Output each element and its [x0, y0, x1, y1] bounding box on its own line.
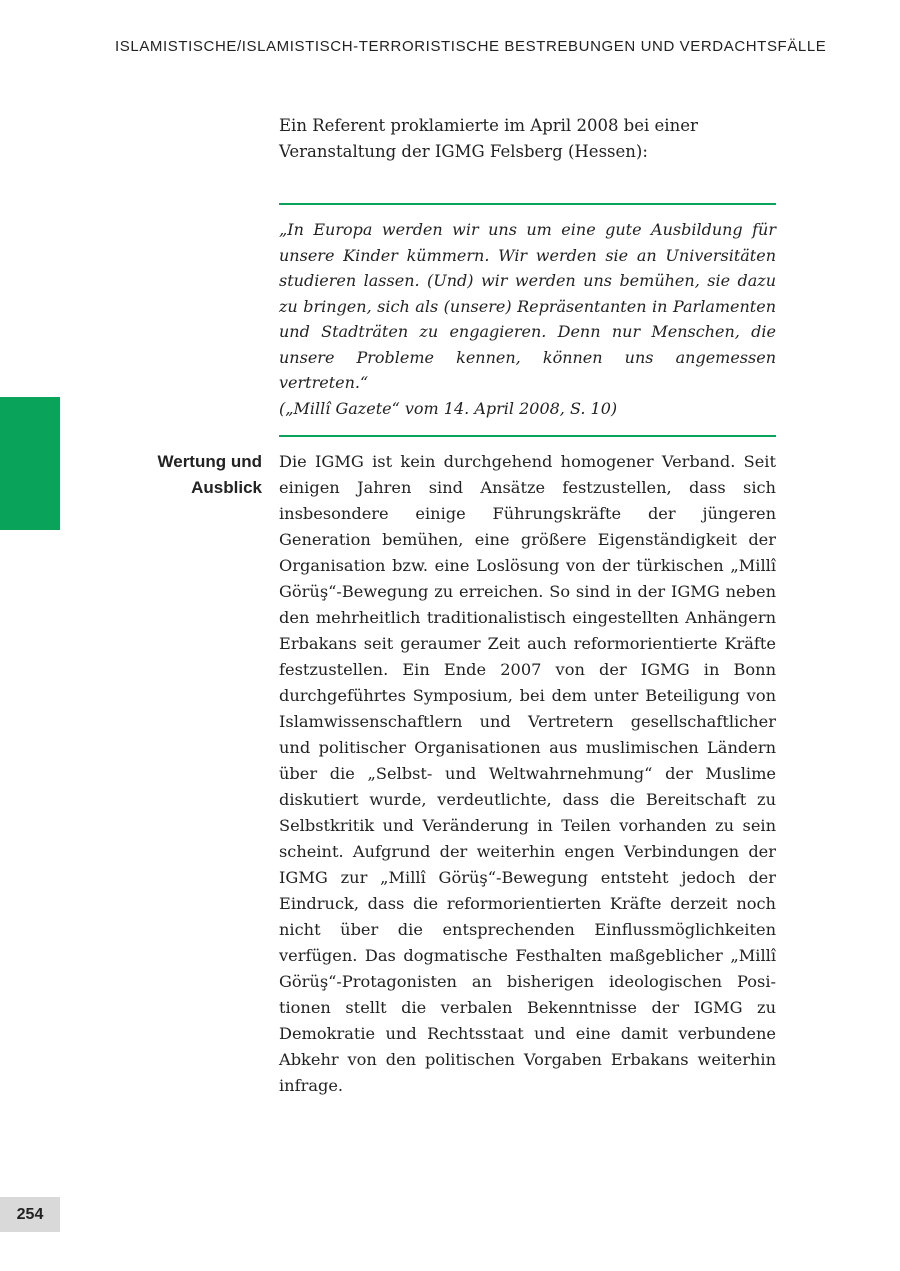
- intro-paragraph: Ein Referent proklamierte im April 2008 bei einer Veranstaltung der IGMG Felsberg (Hessen):: [279, 116, 698, 161]
- section-body: Die IGMG ist kein durchgehend homogener Verband. Seit einigen Jahren sind Ansätze festzustellen, dass sich insbesondere einige Führungskräfte der jüngeren Generation bemühen, eine größere Eigenständigkeit der Organisation bzw. eine Loslösung von der türkischen „Millî Görüş“-Bewegung zu erreichen. So sind in der IGMG neben den mehrheitlich traditionalistisch eingestellten Anhängern Erbakans seit geraumer Zeit auch reformorientierte Kräfte festzustellen. Ein Ende 2007 von der IGMG in Bonn durchgeführtes Symposium, bei dem unter Beteiligung von Islamwissenschaftlern und Vertretern gesellschaftlicher und politischer Organisationen aus muslimischen Ländern über die „Selbst- und Weltwahrnehmung“ der Muslime diskutiert wurde, verdeutlichte, dass die Bereitschaft zu Selbstkritik und Veränderung in Teilen vorhanden zu sein scheint. Aufgrund der weiterhin engen Verbindungen der IGMG zur „Millî Görüş“-Bewegung entsteht jedoch der Eindruck, dass die reformorientierten Kräfte derzeit noch nicht über die entsprechenden Einflussmöglichkeiten verfügen. Das dogmatische Festhalten maßgeblicher „Millî Görüş“-Protagonisten an bisherigen ideologischen Positionen stellt die verbalen Bekenntnisse der IGMG zu Demokratie und Rechtsstaat und eine damit verbundene Abkehr von den politischen Vorgaben Erbakans weiterhin infrage.: [279, 452, 776, 1095]
- section-heading-line1: Wertung und: [157, 452, 262, 471]
- quote-text: „In Europa werden wir uns um eine gute Ausbildung für unsere Kinder kümmern. Wir werden sie an Universitäten studieren lassen. (Und) wir werden uns bemühen, sie dazu zu bringen, sich als (unsere) Repräsentanten in Parlamenten und Stadträten zu engagieren. Denn nur Menschen, die unsere Probleme kennen, können uns angemessen vertreten.“: [279, 220, 776, 392]
- quote-source: („Millî Gazete“ vom 14. April 2008, S. 10): [279, 398, 618, 418]
- chapter-marker-tab: [0, 397, 60, 530]
- running-header: ISLAMISTISCHE/ISLAMISTISCH-TERRORISTISCHE BESTREBUNGEN UND VERDACHTSFÄLLE: [115, 38, 827, 55]
- page-number: 254: [0, 1197, 60, 1232]
- section-heading: [100, 449, 262, 501]
- section-heading-line2: Ausblick: [191, 478, 262, 497]
- quote-box: [279, 203, 776, 437]
